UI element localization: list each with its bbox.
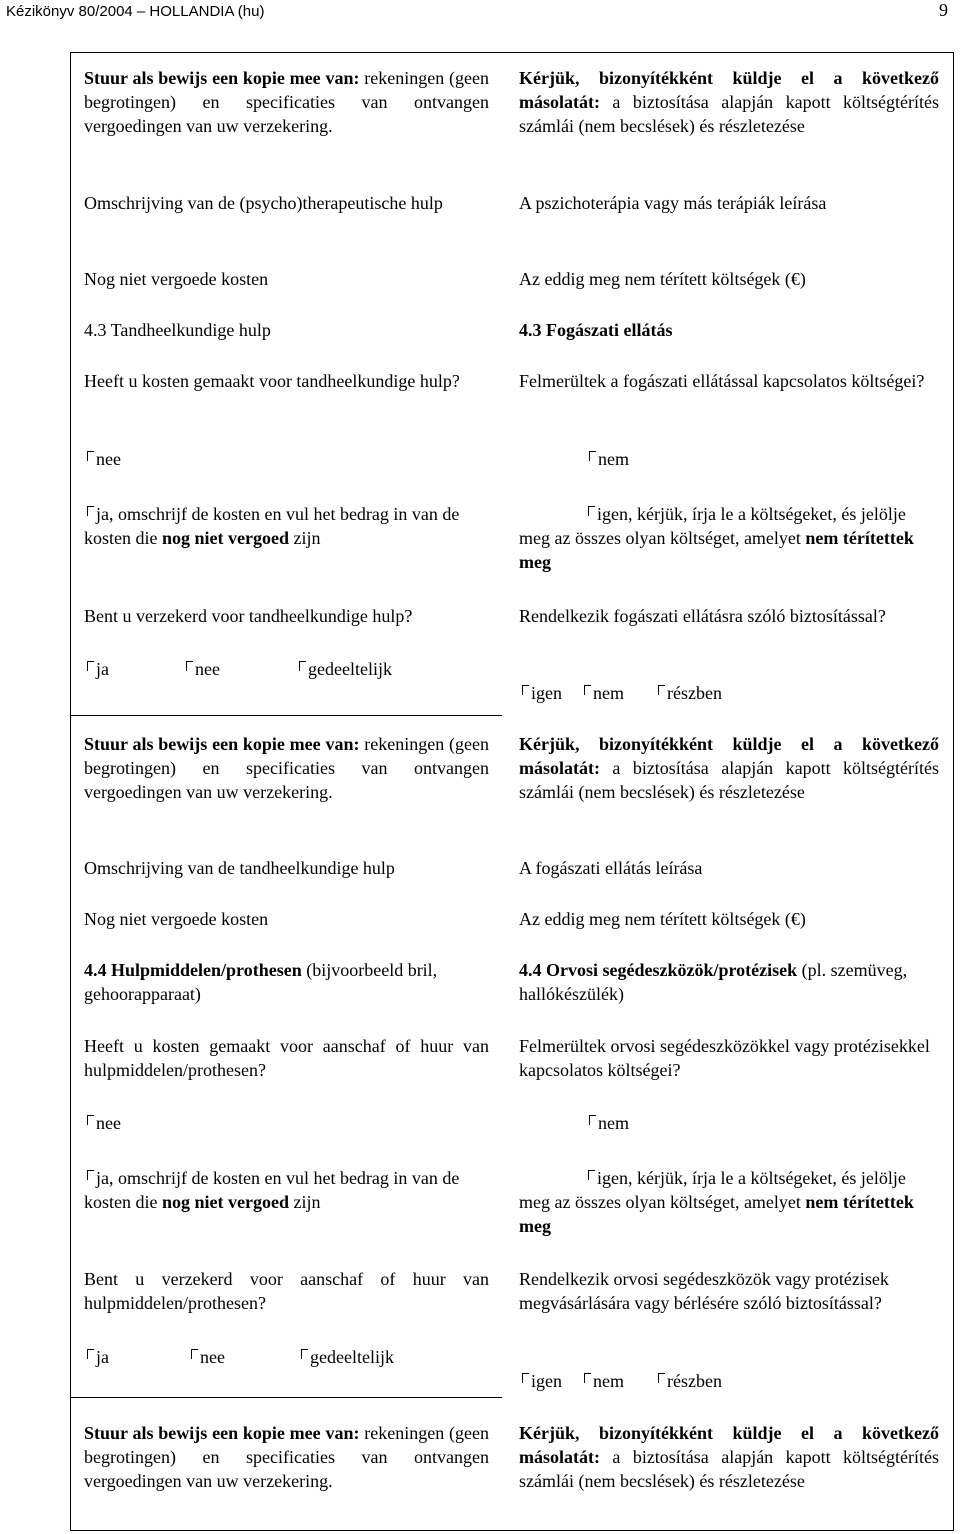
section-title-aids-hu: 4.4 Orvosi segédeszközök/protézisek (pl. szemüveg, hallókészülék) — [519, 960, 908, 1004]
checkbox-icon[interactable] — [519, 1369, 531, 1393]
dental-option-nem-hu[interactable]: nem — [581, 681, 624, 705]
page-number: 9 — [939, 0, 948, 20]
checkbox-icon[interactable] — [298, 1345, 310, 1369]
aids-question-costs-nl: Heeft u kosten gemaakt voor aanschaf of huur van hulpmiddelen/prothesen? — [84, 1036, 489, 1080]
aids-proof-text-hu: Kérjük, bizonyítékként küldje el a következő másolatát: a biztosítása alapján kapott költségtérítés számlái (nem becslések) és részletezése — [519, 1423, 939, 1491]
aids-proof-text-nl: Stuur als bewijs een kopie mee van: rekeningen (geen begrotingen) en specificaties van ontvangen vergoedingen van uw verzekering. — [84, 1423, 489, 1491]
checkbox-icon[interactable] — [581, 681, 593, 705]
dental-description-label-hu: A fogászati ellátás leírása — [519, 858, 703, 878]
checkbox-icon[interactable] — [188, 1345, 200, 1369]
dental-question-costs-nl: Heeft u kosten gemaakt voor tandheelkundige hulp? — [84, 371, 460, 391]
aids-question-costs-hu: Felmerültek orvosi segédeszközökkel vagy protézisekkel kapcsolatos költségei? — [519, 1036, 930, 1080]
dental-unpaid-costs-label-nl: Nog niet vergoede kosten — [84, 909, 269, 929]
aids-option-yes-hu[interactable]: igen, kérjük, írja le a költségeket, és jelölje meg az összes olyan költséget, amelyet nem térítettek meg — [519, 1168, 914, 1236]
dental-option-partly-nl[interactable]: gedeeltelijk — [296, 657, 392, 681]
aids-option-partly-nl[interactable]: gedeeltelijk — [298, 1345, 394, 1369]
aids-option-nee-nl[interactable]: nee — [188, 1345, 225, 1369]
section-title-aids-nl: 4.4 Hulpmiddelen/prothesen (bijvoorbeeld bril, gehoorapparaat) — [84, 960, 438, 1004]
checkbox-icon[interactable] — [586, 1111, 598, 1135]
aids-option-nem-hu[interactable]: nem — [581, 1369, 624, 1393]
description-label-nl: Omschrijving van de (psycho)therapeutische hulp — [84, 193, 443, 213]
checkbox-icon[interactable] — [183, 657, 195, 681]
section-title-dental-nl: 4.3 Tandheelkundige hulp — [84, 320, 271, 340]
dental-question-insured-hu: Rendelkezik fogászati ellátásra szóló biztosítással? — [519, 606, 886, 626]
dental-proof-text-hu: Kérjük, bizonyítékként küldje el a következő másolatát: a biztosítása alapján kapott költségtérítés számlái (nem becslések) és részletezése — [519, 734, 939, 802]
running-header-title: Kézikönyv 80/2004 – HOLLANDIA (hu) — [6, 3, 265, 20]
checkbox-icon[interactable] — [84, 1111, 96, 1135]
checkbox-icon[interactable] — [296, 657, 308, 681]
checkbox-icon[interactable] — [586, 447, 598, 471]
aids-option-yes-nl[interactable]: ja, omschrijf de kosten en vul het bedrag in van de kosten die nog niet vergoed zijn — [84, 1168, 460, 1212]
dental-question-insured-nl: Bent u verzekerd voor tandheelkundige hulp? — [84, 606, 413, 626]
section-title-dental-hu: 4.3 Fogászati ellátás — [519, 320, 673, 340]
unpaid-costs-label-hu: Az eddig meg nem térített költségek (€) — [519, 269, 806, 289]
checkbox-icon[interactable] — [655, 681, 667, 705]
checkbox-icon[interactable] — [655, 1369, 667, 1393]
dental-option-ja-nl[interactable]: ja — [84, 657, 109, 681]
proof-text-hu: Kérjük, bizonyítékként küldje el a következő másolatát: a biztosítása alapján kapott költségtérítés számlái (nem becslések) és részletezése — [519, 68, 939, 136]
checkbox-icon[interactable] — [581, 1369, 593, 1393]
dental-option-yes-nl[interactable]: ja, omschrijf de kosten en vul het bedrag in van de kosten die nog niet vergoed zijn — [84, 504, 460, 548]
proof-text-nl: Stuur als bewijs een kopie mee van: rekeningen (geen begrotingen) en specificaties van ontvangen vergoedingen van uw verzekering. — [84, 68, 489, 136]
aids-option-no-hu[interactable]: nem — [586, 1111, 886, 1135]
checkbox-icon[interactable] — [519, 681, 531, 705]
aids-question-insured-hu: Rendelkezik orvosi segédeszközök vagy protézisek megvásárlására vagy bérlésére szóló biztosítással? — [519, 1269, 889, 1313]
checkbox-icon[interactable] — [585, 502, 597, 526]
checkbox-icon[interactable] — [84, 657, 96, 681]
dental-description-label-nl: Omschrijving van de tandheelkundige hulp — [84, 858, 395, 878]
aids-option-no-nl[interactable]: nee — [84, 1111, 489, 1135]
left-divider-1 — [70, 715, 502, 716]
left-divider-2 — [70, 1397, 502, 1398]
dental-proof-text-nl: Stuur als bewijs een kopie mee van: rekeningen (geen begrotingen) en specificaties van ontvangen vergoedingen van uw verzekering. — [84, 734, 489, 802]
checkbox-icon[interactable] — [84, 447, 96, 471]
dental-option-no-nl[interactable]: nee — [84, 447, 489, 471]
dental-option-igen-hu[interactable]: igen — [519, 681, 562, 705]
checkbox-icon[interactable] — [84, 1166, 96, 1190]
dental-option-nee-nl[interactable]: nee — [183, 657, 220, 681]
unpaid-costs-label-nl: Nog niet vergoede kosten — [84, 269, 269, 289]
aids-question-insured-nl: Bent u verzekerd voor aanschaf of huur van hulpmiddelen/prothesen? — [84, 1269, 489, 1313]
dental-option-reszben-hu[interactable]: részben — [655, 681, 722, 705]
description-label-hu: A pszichoterápia vagy más terápiák leírása — [519, 193, 827, 213]
aids-option-ja-nl[interactable]: ja — [84, 1345, 109, 1369]
dental-question-costs-hu: Felmerültek a fogászati ellátással kapcsolatos költségei? — [519, 371, 925, 391]
dental-option-yes-hu[interactable]: igen, kérjük, írja le a költségeket, és jelölje meg az összes olyan költséget, amelyet nem térítettek meg — [519, 504, 914, 572]
checkbox-icon[interactable] — [585, 1166, 597, 1190]
dental-unpaid-costs-label-hu: Az eddig meg nem térített költségek (€) — [519, 909, 806, 929]
aids-option-reszben-hu[interactable]: részben — [655, 1369, 722, 1393]
checkbox-icon[interactable] — [84, 1345, 96, 1369]
checkbox-icon[interactable] — [84, 502, 96, 526]
aids-option-igen-hu[interactable]: igen — [519, 1369, 562, 1393]
dental-option-no-hu[interactable]: nem — [586, 447, 886, 471]
